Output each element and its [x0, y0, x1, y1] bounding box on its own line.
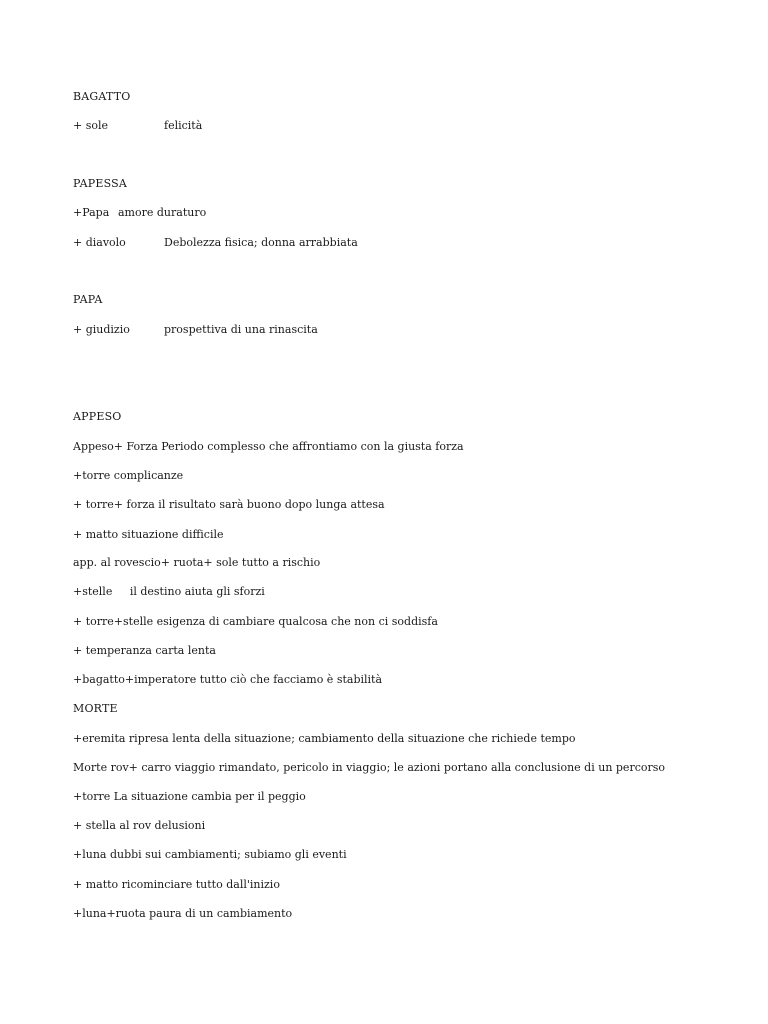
combo-label: + sole [73, 119, 109, 132]
text-line: +torre complicanze [73, 469, 184, 482]
combo-meaning: felicità [164, 119, 203, 132]
section-heading-morte: MORTE [73, 702, 118, 715]
text-line: +luna dubbi sui cambiamenti; subiamo gli eventi [73, 848, 347, 861]
text-line: +eremita ripresa lenta della situazione; cambiamento della situazione che richiede tempo [73, 732, 576, 745]
text-line: +torre La situazione cambia per il peggio [73, 790, 306, 803]
text-line: + matto situazione difficile [73, 528, 224, 541]
text-line: Appeso+ Forza Periodo complesso che affrontiamo con la giusta forza [73, 440, 464, 453]
combo-meaning: amore duraturo [118, 206, 207, 219]
text-line: + torre+ forza il risultato sarà buono dopo lunga attesa [73, 498, 385, 511]
combo-label: + giudizio [73, 323, 130, 336]
combo-meaning: prospettiva di una rinascita [164, 323, 318, 336]
section-heading-appeso: APPESO [73, 410, 122, 423]
text-line: +luna+ruota paura di un cambiamento [73, 907, 293, 920]
text-line: + torre+stelle esigenza di cambiare qualcosa che non ci soddisfa [73, 615, 438, 628]
text-line: +stelle il destino aiuta gli sforzi [73, 585, 265, 598]
section-heading-papa: PAPA [73, 293, 103, 306]
text-line: app. al rovescio+ ruota+ sole tutto a rischio [73, 556, 321, 569]
text-line: Morte rov+ carro viaggio rimandato, pericolo in viaggio; le azioni portano alla conclusione di un percorso [73, 761, 666, 774]
text-line: + temperanza carta lenta [73, 644, 216, 657]
text-line: + matto ricominciare tutto dall'inizio [73, 878, 280, 891]
combo-meaning: Debolezza fisica; donna arrabbiata [164, 236, 358, 249]
text-line: + stella al rov delusioni [73, 819, 206, 832]
combo-label: + diavolo [73, 236, 126, 249]
text-line: +bagatto+imperatore tutto ciò che facciamo è stabilità [73, 673, 383, 686]
combo-label: +Papa [73, 206, 110, 219]
section-heading-bagatto: BAGATTO [73, 90, 131, 103]
section-heading-papessa: PAPESSA [73, 177, 127, 190]
